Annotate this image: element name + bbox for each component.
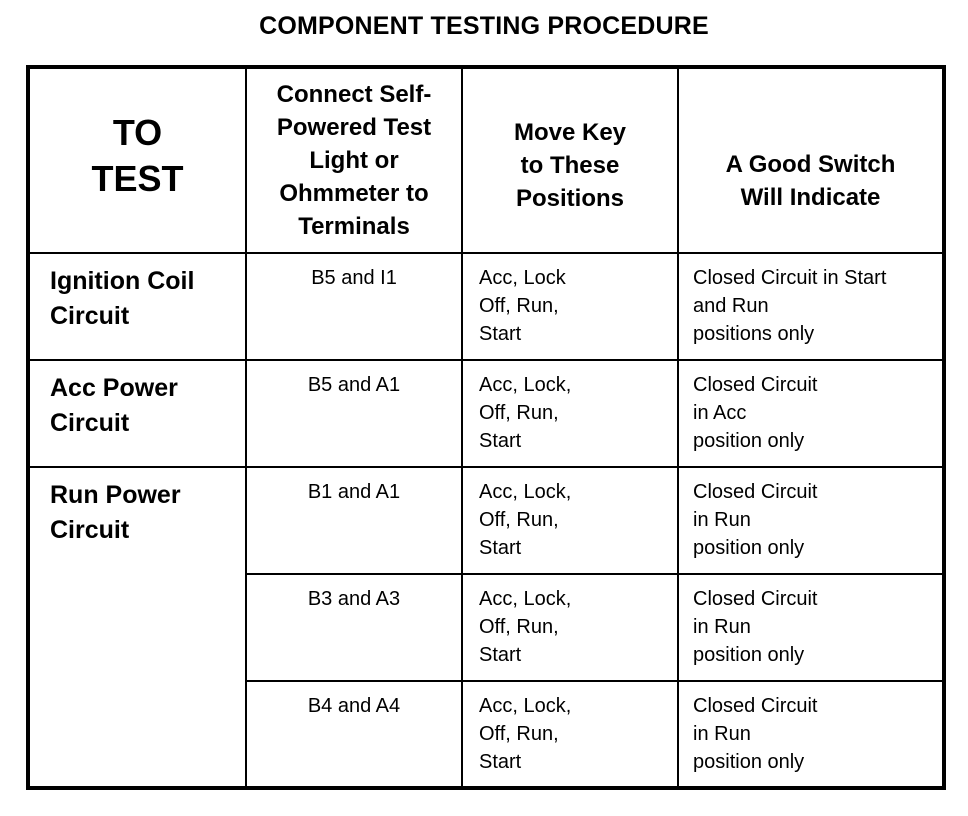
label-text: Circuit bbox=[50, 409, 130, 437]
header-text: Powered Test bbox=[276, 114, 432, 141]
component-testing-table bbox=[26, 65, 946, 790]
positions-cell bbox=[462, 253, 678, 360]
positions-text: Start bbox=[479, 323, 522, 345]
header-text: A Good Switch bbox=[725, 150, 896, 178]
row-label-ignition-coil bbox=[28, 253, 246, 360]
header-text: Positions bbox=[515, 185, 624, 212]
positions-text: Acc, Lock, bbox=[479, 695, 572, 717]
table-row bbox=[28, 253, 944, 360]
positions-text: Off, Run, bbox=[479, 616, 559, 638]
header-text: Connect Self- bbox=[276, 81, 432, 108]
positions-text: Off, Run, bbox=[479, 509, 559, 531]
positions-text: Acc, Lock, bbox=[479, 481, 572, 503]
indication-text: positions only bbox=[693, 323, 815, 345]
indication-cell bbox=[678, 253, 944, 360]
indication-cell bbox=[678, 467, 944, 574]
indication-text: in Run bbox=[693, 616, 751, 638]
header-text: to These bbox=[520, 152, 620, 179]
indication-text: Closed Circuit bbox=[693, 481, 818, 503]
header-text: TEST bbox=[91, 157, 184, 199]
header-connect-terminals bbox=[246, 67, 462, 253]
indication-text: in Acc bbox=[693, 402, 747, 424]
positions-text: Acc, Lock bbox=[479, 267, 566, 289]
header-to-test bbox=[28, 67, 246, 253]
header-text: Light or bbox=[309, 147, 399, 174]
header-text: Terminals bbox=[298, 213, 410, 240]
indication-text: and Run bbox=[693, 295, 769, 317]
indication-text: position only bbox=[693, 430, 805, 452]
positions-cell bbox=[462, 574, 678, 681]
header-text: Ohmmeter to bbox=[279, 180, 429, 207]
table-row bbox=[28, 360, 944, 467]
positions-text: Off, Run, bbox=[479, 295, 559, 317]
positions-cell bbox=[462, 467, 678, 574]
indication-text: in Run bbox=[693, 509, 751, 531]
terminals-cell: B5 and A1 bbox=[246, 360, 462, 467]
positions-text: Start bbox=[479, 644, 522, 666]
header-row bbox=[28, 67, 944, 253]
positions-cell bbox=[462, 360, 678, 467]
row-label-run-power bbox=[28, 467, 246, 788]
positions-text: Start bbox=[479, 751, 522, 773]
page-title: COMPONENT TESTING PROCEDURE bbox=[259, 12, 709, 40]
terminals-cell: B4 and A4 bbox=[246, 681, 462, 788]
terminals-cell: B1 and A1 bbox=[246, 467, 462, 574]
positions-cell bbox=[462, 681, 678, 788]
terminals-cell: B3 and A3 bbox=[246, 574, 462, 681]
indication-text: position only bbox=[693, 751, 805, 773]
indication-text: Closed Circuit bbox=[693, 695, 818, 717]
positions-text: Off, Run, bbox=[479, 723, 559, 745]
table-row bbox=[28, 467, 944, 574]
positions-text: Acc, Lock, bbox=[479, 374, 572, 396]
indication-cell bbox=[678, 681, 944, 788]
indication-text: Closed Circuit bbox=[693, 588, 818, 610]
label-text: Acc Power bbox=[50, 374, 178, 402]
indication-text: Closed Circuit in Start bbox=[693, 267, 887, 289]
positions-text: Acc, Lock, bbox=[479, 588, 572, 610]
label-text: Ignition Coil bbox=[50, 267, 195, 295]
header-good-switch bbox=[678, 67, 944, 253]
label-text: Circuit bbox=[50, 302, 130, 330]
indication-text: in Run bbox=[693, 723, 751, 745]
positions-text: Start bbox=[479, 430, 522, 452]
indication-cell bbox=[678, 360, 944, 467]
header-move-key bbox=[462, 67, 678, 253]
positions-text: Off, Run, bbox=[479, 402, 559, 424]
label-text: Run Power bbox=[50, 481, 181, 509]
header-text: Will Indicate bbox=[740, 183, 881, 211]
positions-text: Start bbox=[479, 537, 522, 559]
label-text: Circuit bbox=[50, 516, 130, 544]
indication-cell bbox=[678, 574, 944, 681]
indication-text: position only bbox=[693, 644, 805, 666]
row-label-acc-power bbox=[28, 360, 246, 467]
indication-text: position only bbox=[693, 537, 805, 559]
header-text: TO bbox=[112, 111, 163, 153]
terminals-cell: B5 and I1 bbox=[246, 253, 462, 360]
header-text: Move Key bbox=[513, 119, 627, 146]
indication-text: Closed Circuit bbox=[693, 374, 818, 396]
